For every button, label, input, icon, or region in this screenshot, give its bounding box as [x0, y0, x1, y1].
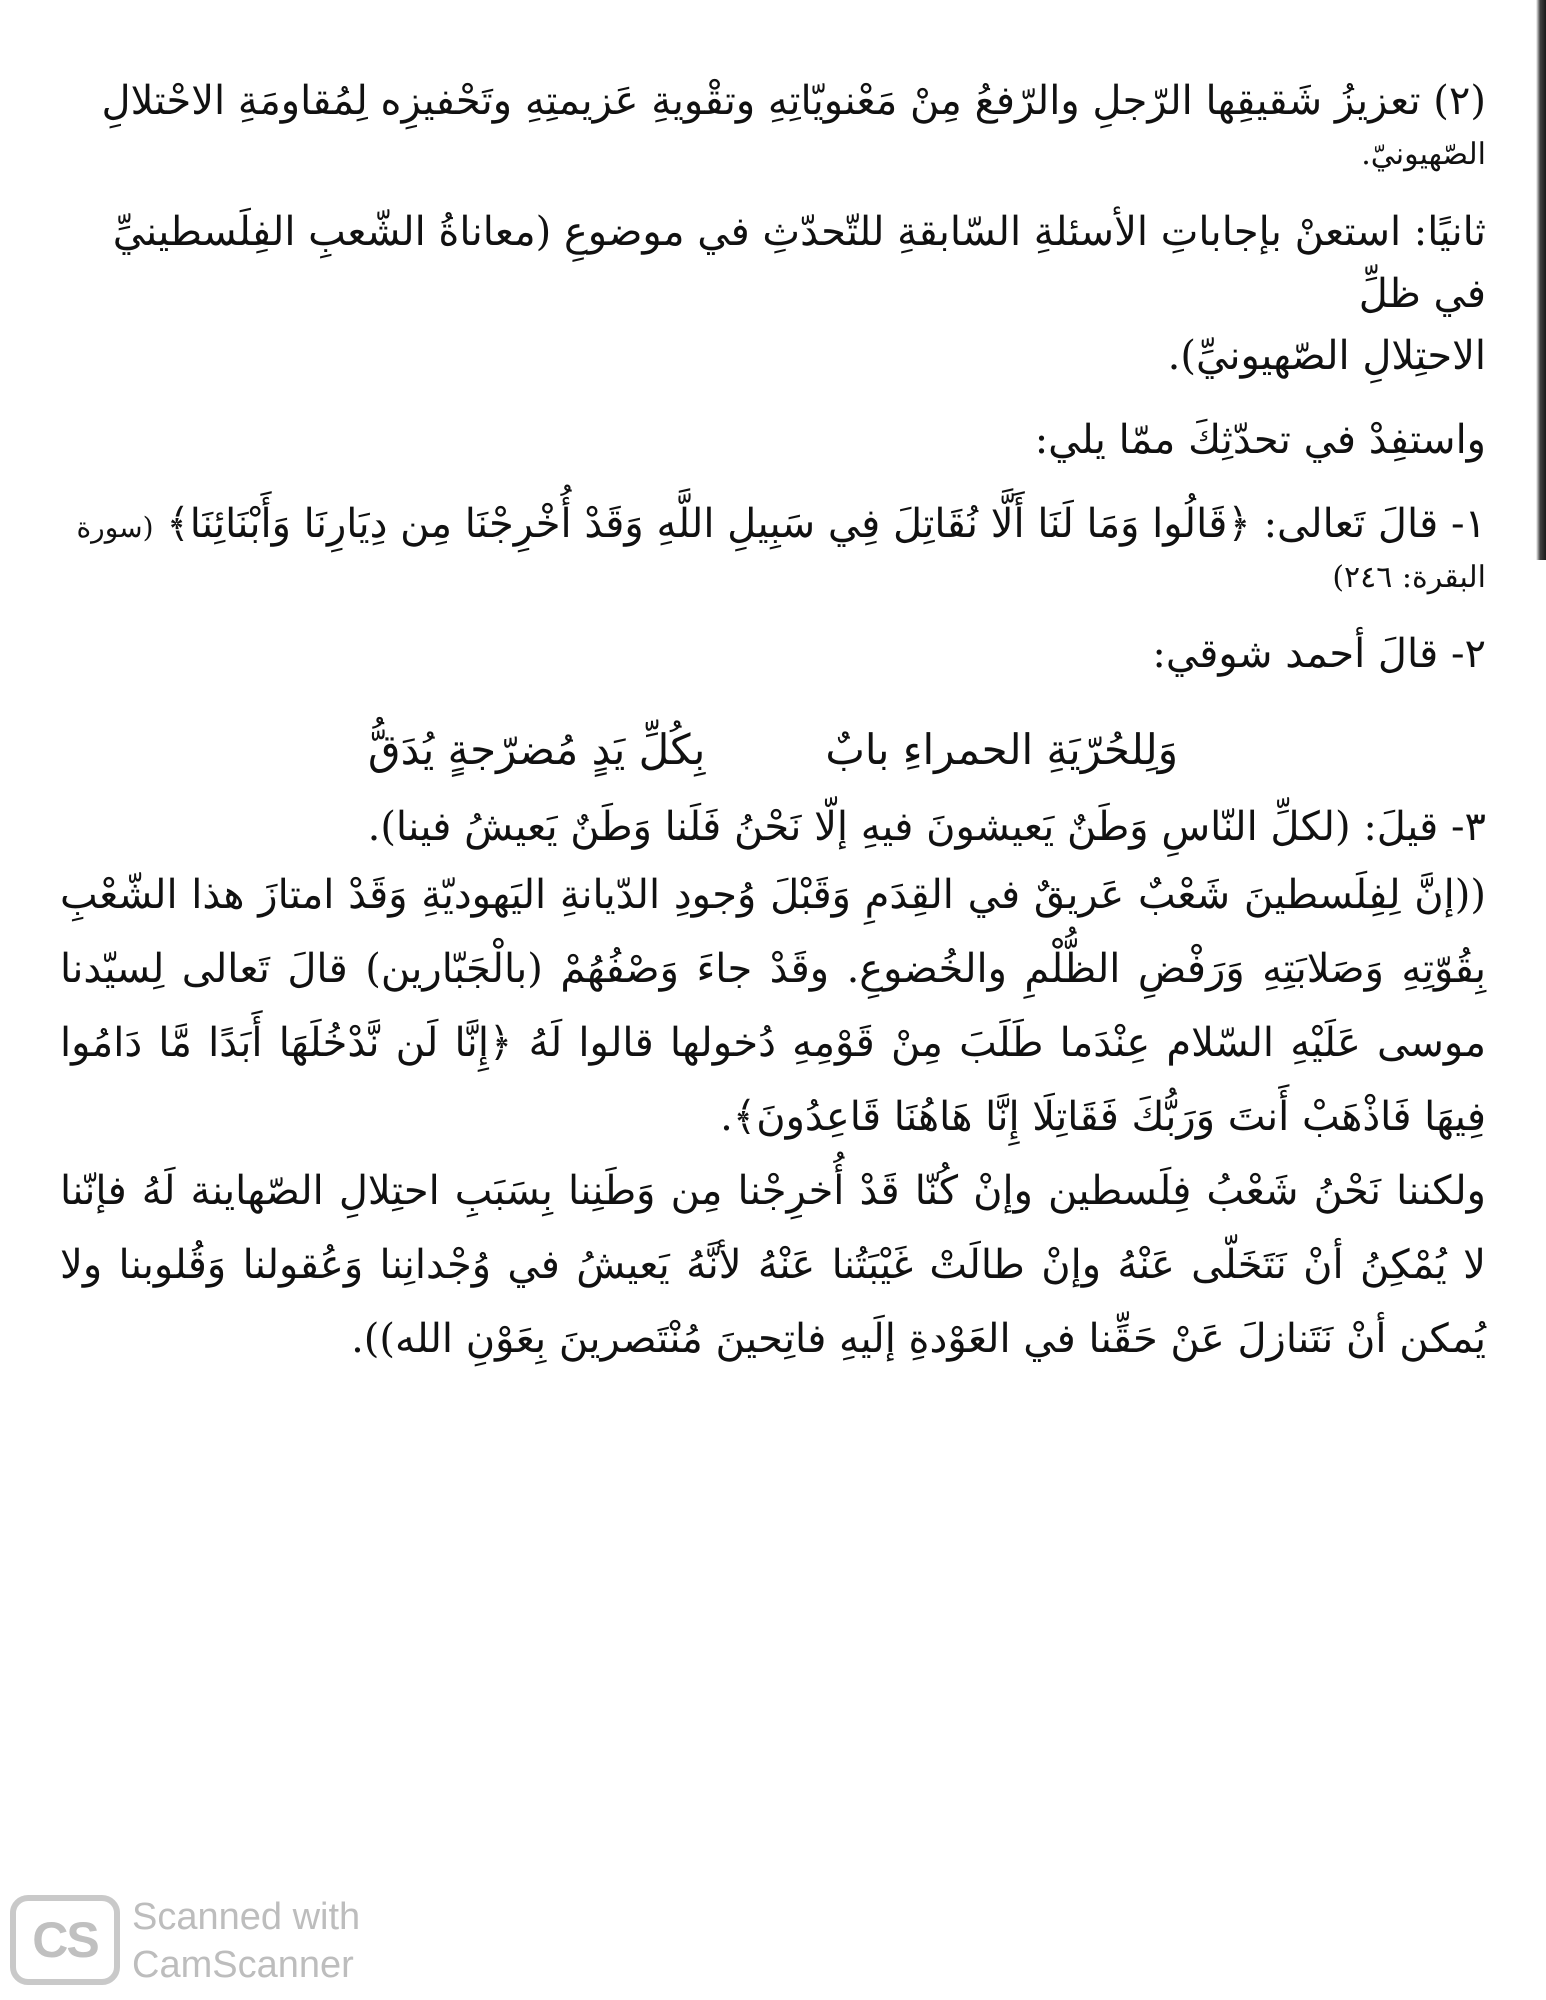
document-content	[60, 70, 1486, 1376]
watermark-line-2: CamScanner	[132, 1944, 354, 1986]
section-2-line-2: الصّهيونيّ.	[1361, 137, 1486, 172]
item-2	[60, 623, 1486, 774]
paragraph-1: ((إنَّ لِفِلَسطينَ شَعْبٌ عَريقٌ في القِدَمِ وَقَبْلَ وُجودِ الدّيانةِ اليَهوديّةِ وَقَدْ امتازَ هذا الشّعْبِ بِقُوّتِهِ وَصَلابَتِهِ وَرَفْضِ الظُّلْمِ والخُضوعِ. وقَدْ جاءَ وَصْفُهُمْ (بالْجَبّارين) قالَ تَعالى لِسيّدنا موسى عَلَيْهِ السّلام عِنْدَما طَلَبَ مِنْ قَوْمِهِ دُخولها قالوا لَهُ ﴿إِنَّا لَن نَّدْخُلَهَا أَبَدًا مَّا دَامُوا فِيهَا فَاذْهَبْ أَنتَ وَرَبُّكَ فَقَاتِلَا إِنَّا هَاهُنَا قَاعِدُونَ﴾.	[60, 872, 1487, 1140]
verse-first-hemistich: وَلِلحُرّيَةِ الحمراءِ بابٌ	[825, 725, 1179, 774]
second-task-line-1: ثانيًا: استعنْ بإجاباتِ الأسئلةِ السّابقةِ للتّحدّثِ في موضوعِ (معاناةُ الشّعبِ الفِلَسطينيِّ في ظلِّ	[112, 208, 1486, 317]
benefit-intro: واستفِدْ في تحدّثِكَ ممّا يلي:	[1034, 416, 1486, 463]
item-1-source-ref: البقرة: ٢٤٦)	[1332, 559, 1486, 595]
watermark-line-1: Scanned with	[132, 1896, 361, 1938]
page-edge-shadow	[1536, 0, 1546, 560]
verse-second-hemistich: بِكُلِّ يَدٍ مُضرّجةٍ يُدَقُّ	[367, 725, 706, 774]
camscanner-watermark	[132, 1893, 360, 1989]
poetry-verse	[60, 725, 1486, 774]
paragraph-2: ولكننا نَحْنُ شَعْبُ فِلَسطين وإنْ كُنّا قَدْ أُخرِجْنا مِن وَطَنِنا بِسَبَبِ احتِلالِ الصّهاينة لَهُ فإنّنا لا يُمْكِنُ أنْ نَتَخَلّى عَنْهُ وإنْ طالَتْ غَيْبَتُنا عَنْهُ لأنَّهُ يَعيشُ في وُجْدانِنا وَعُقولنا وَقُلوبنا ولا يُمكن أنْ نَتَنازلَ عَنْ حَقِّنا في العَوْدةِ إلَيهِ فاتِحينَ مُنْتَصرينَ بِعَوْنِ الله)).	[60, 1168, 1486, 1362]
item-3-text: ٣- قيلَ: (لكلِّ النّاسِ وَطَنٌ يَعيشونَ فيهِ إلّا نَحْنُ فَلَنا وَطَنٌ يَعيشُ فينا).	[367, 804, 1486, 850]
item-1-text: ١- قالَ تَعالى: ﴿قَالُوا وَمَا لَنَا أَلَّا نُقَاتِلَ فِي سَبِيلِ اللَّهِ وَقَدْ أُخْرِجْنَا مِن دِيَارِنَا وَأَبْنَائِنَا﴾	[166, 500, 1486, 547]
camscanner-logo: CS	[10, 1895, 120, 1985]
item-2-text: ٢- قالَ أحمد شوقي:	[1152, 631, 1486, 677]
item-1-quote	[60, 493, 1486, 555]
item-1-source-open: (سورة	[76, 510, 154, 544]
section-2-line-1: (٢) تعزيزُ شَقيقِها الرّجلِ والرّفعُ مِنْ مَعْنويّاتِهِ وتقْويةِ عَزيمتِهِ وتَحْفيزِه لِمُقاومَةِ الاحْتلالِ	[101, 78, 1486, 124]
item-1	[60, 493, 1486, 602]
second-task-line-2: الاحتِلالِ الصّهيونيِّ).	[1167, 332, 1486, 379]
second-task	[60, 201, 1486, 387]
